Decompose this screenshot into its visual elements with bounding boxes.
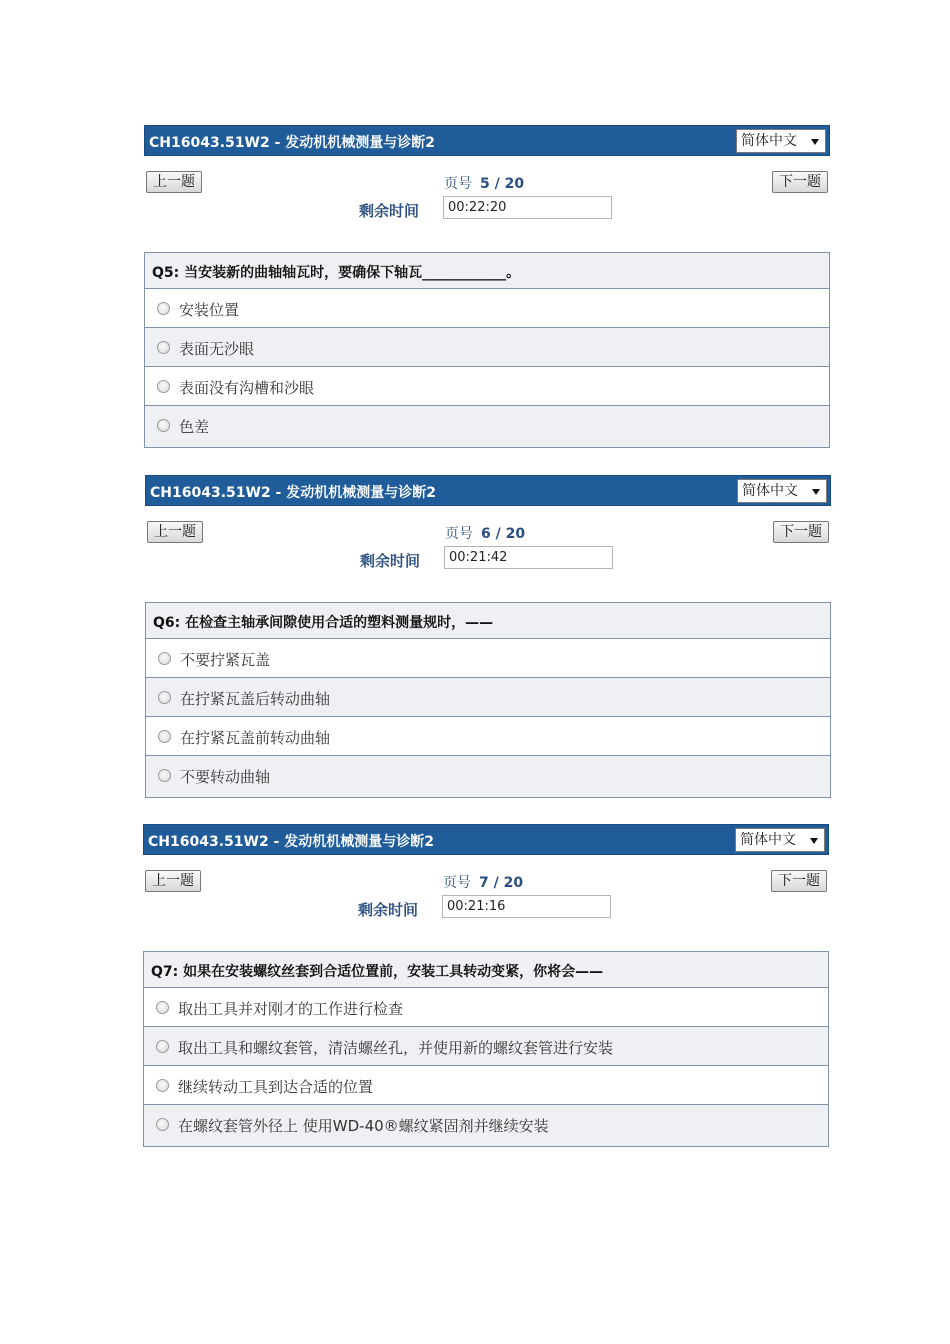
- question-header: [144, 952, 828, 988]
- time-remaining-field: 00:21:16: [442, 895, 611, 918]
- radio-button[interactable]: [156, 1001, 169, 1014]
- question-header: [145, 253, 829, 289]
- option-label: 表面无沙眼: [179, 340, 255, 358]
- option-label: 安装位置: [179, 301, 240, 319]
- time-remaining-field: 00:22:20: [443, 196, 612, 219]
- page-number: 5 / 20: [480, 176, 525, 192]
- question-text: Q5: 当安装新的曲轴轴瓦时，要确保下轴瓦____________。: [152, 265, 521, 281]
- language-select-value: 简体中文: [742, 483, 798, 499]
- option-label: 在拧紧瓦盖后转动曲轴: [180, 690, 331, 708]
- course-title: CH16043.51W2 - 发动机机械测量与诊断2: [148, 834, 434, 850]
- radio-button[interactable]: [158, 730, 171, 743]
- question-box: [145, 602, 831, 798]
- option-label: 取出工具并对刚才的工作进行检查: [178, 1000, 404, 1018]
- option-label: 在螺纹套管外径上 使用WD-40®螺纹紧固剂并继续安装: [178, 1117, 549, 1135]
- prev-question-button[interactable]: 上一题: [147, 521, 203, 543]
- language-select-value: 简体中文: [740, 832, 796, 848]
- option-label: 不要转动曲轴: [180, 768, 271, 786]
- next-question-button[interactable]: 下一题: [772, 171, 828, 193]
- answer-option[interactable]: [145, 406, 829, 447]
- course-title-bar: [144, 125, 830, 156]
- next-question-button[interactable]: 下一题: [771, 870, 827, 892]
- page-indicator: [445, 523, 525, 543]
- radio-button[interactable]: [158, 769, 171, 782]
- chevron-down-icon: [812, 489, 820, 495]
- question-text: Q6: 在检查主轴承间隙使用合适的塑料测量规时，——: [153, 615, 494, 631]
- option-label: 继续转动工具到达合适的位置: [178, 1078, 374, 1096]
- radio-button[interactable]: [156, 1040, 169, 1053]
- answer-option[interactable]: [146, 678, 830, 717]
- option-label: 在拧紧瓦盖前转动曲轴: [180, 729, 331, 747]
- answer-option[interactable]: [144, 1105, 828, 1146]
- option-label: 色差: [179, 418, 210, 436]
- question-header: [146, 603, 830, 639]
- language-select[interactable]: [736, 129, 826, 153]
- radio-button[interactable]: [157, 302, 170, 315]
- course-title-bar: [145, 475, 831, 506]
- next-question-button[interactable]: 下一题: [773, 521, 829, 543]
- radio-button[interactable]: [158, 691, 171, 704]
- language-select-value: 简体中文: [741, 133, 797, 149]
- question-text: Q7: 如果在安装螺纹丝套到合适位置前，安装工具转动变紧，你将会——: [151, 964, 604, 980]
- course-title: CH16043.51W2 - 发动机机械测量与诊断2: [150, 485, 436, 501]
- language-select[interactable]: [737, 479, 827, 503]
- page-label: 页号: [443, 875, 471, 891]
- language-select[interactable]: [735, 828, 825, 852]
- answer-option[interactable]: [145, 328, 829, 367]
- page-indicator: [444, 173, 524, 193]
- answer-option[interactable]: [146, 639, 830, 678]
- option-label: 不要拧紧瓦盖: [180, 651, 271, 669]
- radio-button[interactable]: [157, 419, 170, 432]
- answer-option[interactable]: [144, 1027, 828, 1066]
- radio-button[interactable]: [156, 1118, 169, 1131]
- time-remaining-label: 剩余时间: [358, 901, 419, 919]
- answer-option[interactable]: [146, 756, 830, 797]
- radio-button[interactable]: [158, 652, 171, 665]
- prev-question-button[interactable]: 上一题: [145, 870, 201, 892]
- time-remaining-field: 00:21:42: [444, 546, 613, 569]
- page-label: 页号: [444, 176, 472, 192]
- chevron-down-icon: [810, 838, 818, 844]
- answer-option[interactable]: [144, 988, 828, 1027]
- answer-option[interactable]: [144, 1066, 828, 1105]
- course-title-bar: [143, 824, 829, 855]
- answer-option[interactable]: [145, 289, 829, 328]
- radio-button[interactable]: [157, 341, 170, 354]
- course-title: CH16043.51W2 - 发动机机械测量与诊断2: [149, 135, 435, 151]
- option-label: 取出工具和螺纹套管，清洁螺丝孔，并使用新的螺纹套管进行安装: [178, 1039, 614, 1057]
- page-indicator: [443, 872, 523, 892]
- option-label: 表面没有沟槽和沙眼: [179, 379, 315, 397]
- chevron-down-icon: [811, 139, 819, 145]
- question-box: [144, 252, 830, 448]
- radio-button[interactable]: [157, 380, 170, 393]
- time-remaining-label: 剩余时间: [359, 202, 420, 220]
- prev-question-button[interactable]: 上一题: [146, 171, 202, 193]
- page-label: 页号: [445, 526, 473, 542]
- answer-option[interactable]: [145, 367, 829, 406]
- radio-button[interactable]: [156, 1079, 169, 1092]
- page-number: 7 / 20: [479, 875, 524, 891]
- question-box: [143, 951, 829, 1147]
- page-number: 6 / 20: [481, 526, 526, 542]
- time-remaining-label: 剩余时间: [360, 552, 421, 570]
- answer-option[interactable]: [146, 717, 830, 756]
